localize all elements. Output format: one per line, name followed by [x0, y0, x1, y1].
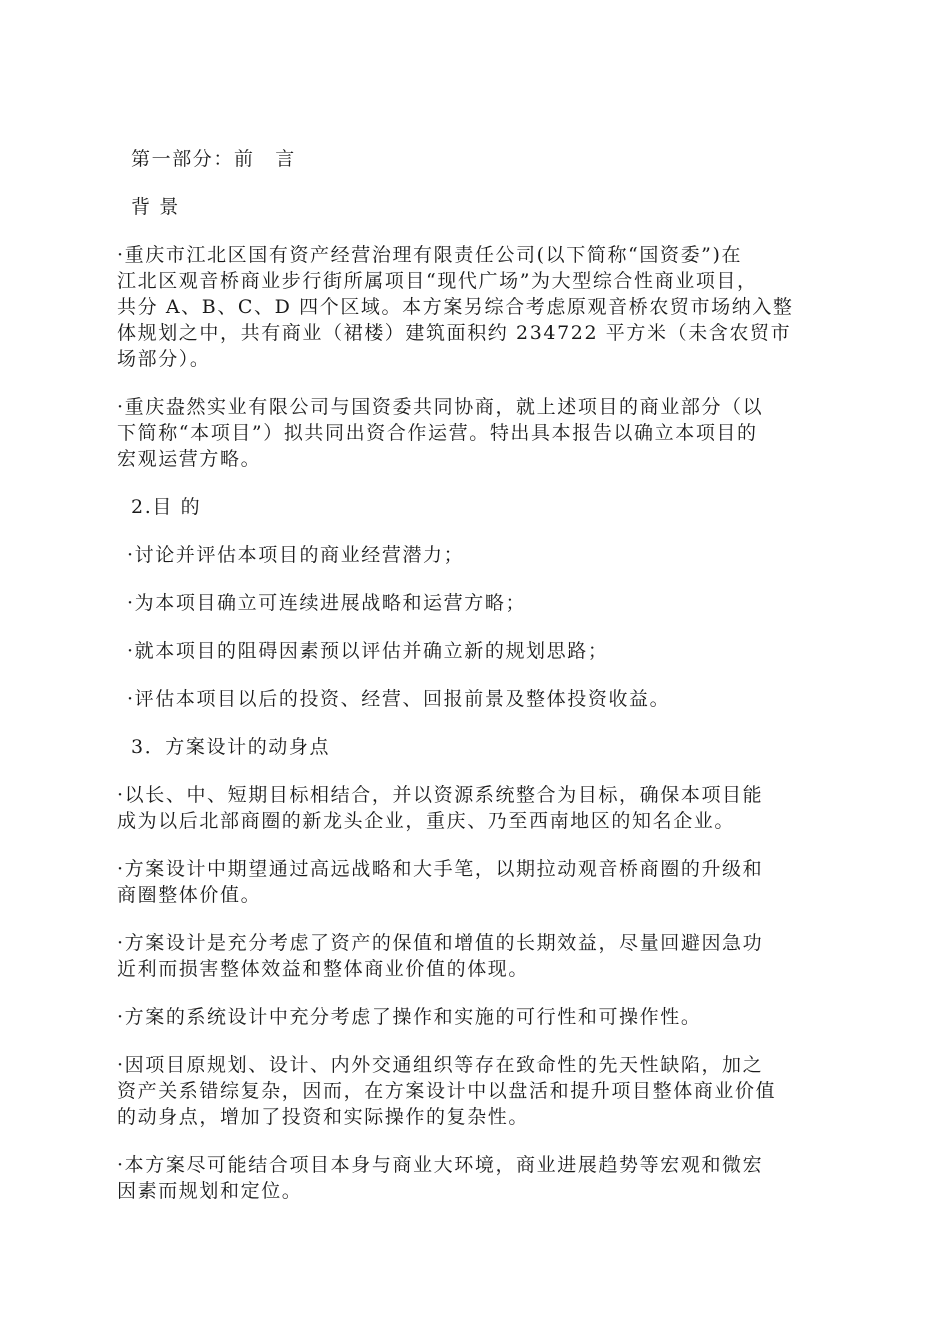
text-line: ·方案的系统设计中充分考虑了操作和实施的可行性和可操作性。 — [117, 1006, 702, 1028]
purpose-item: ·就本项目的阻碍因素预以评估并确立新的规划思路； — [127, 640, 609, 662]
text-line: ·重庆盎然实业有限公司与国资委共同协商，就上述项目的商业部分（以 — [117, 396, 764, 418]
text-line: ·重庆市江北区国有资产经营治理有限责任公司(以下简称“国资委”)在 — [117, 244, 743, 266]
text-line: ·本方案尽可能结合项目本身与商业大环境，商业进展趋势等宏观和微宏 — [117, 1154, 764, 1176]
design-paragraph-6 — [117, 1152, 839, 1204]
text-line: 宏观运营方略。 — [117, 448, 262, 470]
text-line: 共分 A、B、C、D 四个区域。本方案另综合考虑原观音桥农贸市场纳入整 — [117, 296, 794, 318]
design-paragraph-5 — [117, 1052, 839, 1130]
text-line: 下简称“本项目”）拟共同出资合作运营。特出具本报告以确立本项目的 — [117, 422, 758, 444]
design-label: 3．方案设计的动身点 — [131, 736, 331, 758]
design-paragraph-2 — [117, 856, 839, 908]
purpose-item: ·讨论并评估本项目的商业经营潜力； — [127, 544, 465, 566]
text-line: ·以长、中、短期目标相结合，并以资源系统整合为目标，确保本项目能 — [117, 784, 764, 806]
text-line: ·方案设计中期望通过高远战略和大手笔，以期拉动观音桥商圈的升级和 — [117, 858, 764, 880]
text-line: 近利而损害整体效益和整体商业价值的体现。 — [117, 958, 530, 980]
design-paragraph-4 — [117, 1004, 839, 1030]
text-line: 资产关系错综复杂，因而，在方案设计中以盘活和提升项目整体商业价值 — [117, 1080, 777, 1102]
text-line: ·因项目原规划、设计、内外交通组织等存在致命性的先天性缺陷，加之 — [117, 1054, 764, 1076]
text-line: ·方案设计是充分考虑了资产的保值和增值的长期效益，尽量回避因急功 — [117, 932, 764, 954]
text-line: 江北区观音桥商业步行街所属项目“现代广场”为大型综合性商业项目， — [117, 270, 758, 292]
purpose-item: ·评估本项目以后的投资、经营、回报前景及整体投资收益。 — [127, 688, 671, 710]
text-line: 成为以后北部商圈的新龙头企业，重庆、乃至西南地区的知名企业。 — [117, 810, 736, 832]
document-page — [117, 146, 839, 1204]
text-line: 场部分）。 — [117, 348, 211, 370]
background-paragraph-2 — [117, 394, 839, 472]
design-paragraph-1 — [117, 782, 839, 834]
text-line: 因素而规划和定位。 — [117, 1180, 303, 1202]
background-label: 背 景 — [131, 196, 180, 218]
section-heading-preface: 第一部分：前 言 — [131, 148, 296, 170]
text-line: 商圈整体价值。 — [117, 884, 262, 906]
text-line: 的动身点，增加了投资和实际操作的复杂性。 — [117, 1106, 530, 1128]
background-paragraph-1 — [117, 242, 839, 372]
design-paragraph-3 — [117, 930, 839, 982]
purpose-label: 2.目 的 — [131, 496, 202, 518]
purpose-item: ·为本项目确立可连续进展战略和运营方略； — [127, 592, 527, 614]
text-line: 体规划之中，共有商业（裙楼）建筑面积约 234722 平方米（未含农贸市 — [117, 322, 792, 344]
